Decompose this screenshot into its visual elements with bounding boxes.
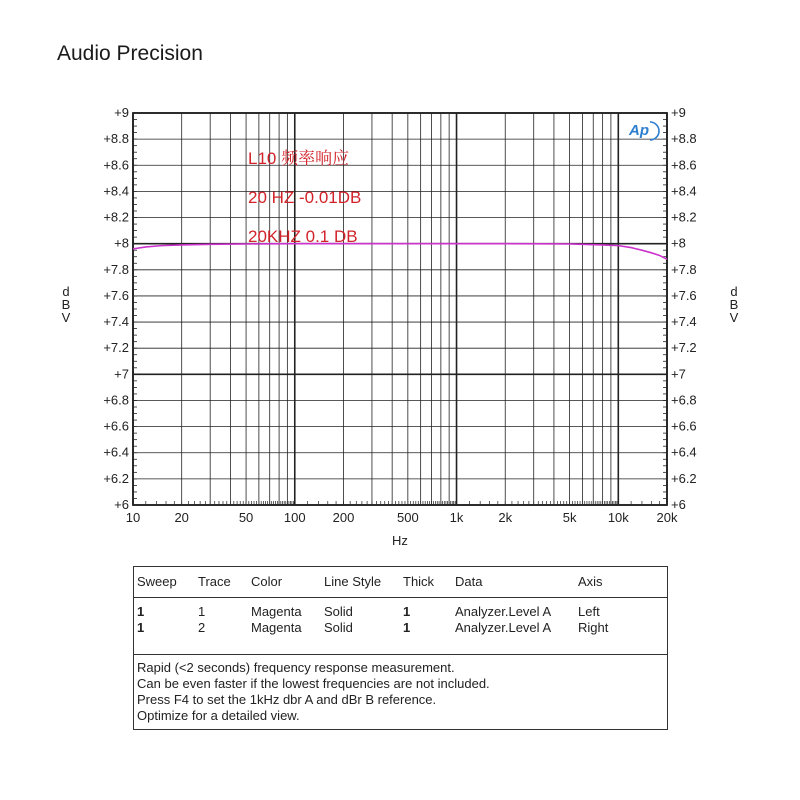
cell-sweep: 1 (137, 620, 145, 635)
y-tick-label-left: +8.4 (103, 183, 129, 199)
header-thick: Thick (403, 574, 435, 589)
y-tick-label-left: +9 (114, 105, 129, 120)
y-tick-label-right: +7 (671, 366, 686, 382)
y-tick-label-left: +6.4 (103, 444, 129, 460)
note-line: Can be even faster if the lowest frequencies are not included. (137, 676, 490, 691)
cell-thick: 1 (403, 620, 411, 635)
y-axis-label-right: B (729, 297, 739, 312)
cell-axis: Left (578, 604, 600, 619)
ap-logo: Ap (629, 122, 649, 139)
table-row (134, 620, 667, 636)
y-tick-label-right: +7.8 (671, 261, 697, 277)
x-axis-label: Hz (392, 533, 408, 548)
table-row (134, 604, 667, 620)
y-axis-label-left: V (61, 310, 71, 325)
x-tick-label: 200 (332, 510, 355, 525)
x-tick-label: 100 (283, 510, 306, 525)
x-tick-label: 20k (656, 510, 678, 525)
x-tick-label: 10 (125, 510, 141, 525)
y-tick-label-left: +8.8 (103, 131, 129, 147)
y-tick-label-right: +6 (671, 497, 686, 512)
y-tick-label-right: +8.4 (671, 183, 697, 199)
y-tick-label-right: +6.4 (671, 444, 697, 460)
cell-sweep: 1 (137, 604, 145, 619)
x-tick-label: 50 (238, 510, 254, 525)
y-axis-label-right: d (730, 284, 738, 299)
cell-data: Analyzer.Level A (455, 620, 552, 635)
cell-trace: 1 (198, 604, 206, 619)
y-tick-label-right: +7.6 (671, 287, 697, 303)
header-sweep: Sweep (137, 574, 177, 589)
chart-annotation: 20KHZ 0.1 DB (248, 227, 358, 246)
y-tick-label-left: +8 (114, 235, 129, 251)
y-tick-label-right: +8 (671, 235, 686, 251)
y-tick-label-right: +7.2 (671, 340, 697, 356)
note-line: Press F4 to set the 1kHz dbr A and dBr B reference. (137, 692, 437, 707)
y-axis-label-left: d (62, 284, 70, 299)
x-tick-label: 20 (174, 510, 189, 525)
header-line-style: Line Style (324, 574, 382, 589)
y-tick-label-left: +6.6 (103, 418, 129, 434)
plot-frame (133, 113, 667, 505)
y-tick-label-right: +9 (671, 105, 686, 120)
y-tick-label-right: +6.8 (671, 392, 697, 408)
y-tick-label-left: +7.2 (103, 340, 129, 356)
chart-annotation: 20 HZ -0.01DB (248, 188, 362, 207)
y-tick-label-left: +8.6 (103, 157, 129, 173)
y-tick-label-left: +7.4 (103, 314, 129, 330)
app-title: Audio Precision (57, 42, 203, 65)
y-tick-label-left: +7.6 (103, 287, 129, 303)
cell-color: Magenta (251, 620, 302, 635)
trace-legend-table (133, 566, 668, 730)
ap-logo-arc (650, 122, 659, 140)
y-axis-label-left: B (61, 297, 71, 312)
x-tick-label: 5k (562, 510, 577, 525)
y-tick-label-left: +6 (114, 497, 129, 512)
cell-data: Analyzer.Level A (455, 604, 552, 619)
x-tick-label: 2k (498, 510, 513, 525)
x-tick-label: 1k (449, 510, 464, 525)
y-tick-label-left: +8.2 (103, 209, 129, 225)
header-trace: Trace (198, 574, 231, 589)
y-tick-label-left: +7.8 (103, 261, 129, 277)
y-tick-label-right: +8.2 (671, 209, 697, 225)
cell-axis: Right (578, 620, 609, 635)
header-color: Color (251, 574, 283, 589)
series-line (133, 244, 667, 260)
cell-line-style: Solid (324, 620, 353, 635)
header-axis: Axis (578, 574, 603, 589)
table-header-row (134, 567, 667, 598)
x-tick-label: 500 (396, 510, 419, 525)
note-line: Rapid (<2 seconds) frequency response measurement. (137, 660, 455, 675)
y-tick-label-left: +7 (114, 366, 129, 382)
header-data: Data (455, 574, 483, 589)
y-axis-label-right: V (729, 310, 739, 325)
cell-line-style: Solid (324, 604, 353, 619)
x-tick-label: 10k (607, 510, 629, 525)
y-tick-label-left: +6.8 (103, 392, 129, 408)
cell-color: Magenta (251, 604, 302, 619)
y-tick-label-right: +7.4 (671, 314, 697, 330)
y-tick-label-right: +8.6 (671, 157, 697, 173)
y-tick-label-left: +6.2 (103, 470, 129, 486)
y-tick-label-right: +8.8 (671, 131, 697, 147)
chart-annotation: L10 频率响应 (248, 149, 350, 168)
cell-thick: 1 (403, 604, 411, 619)
y-tick-label-right: +6.6 (671, 418, 697, 434)
notes-section (134, 654, 667, 729)
y-tick-label-right: +6.2 (671, 470, 697, 486)
cell-trace: 2 (198, 620, 206, 635)
note-line: Optimize for a detailed view. (137, 708, 300, 723)
